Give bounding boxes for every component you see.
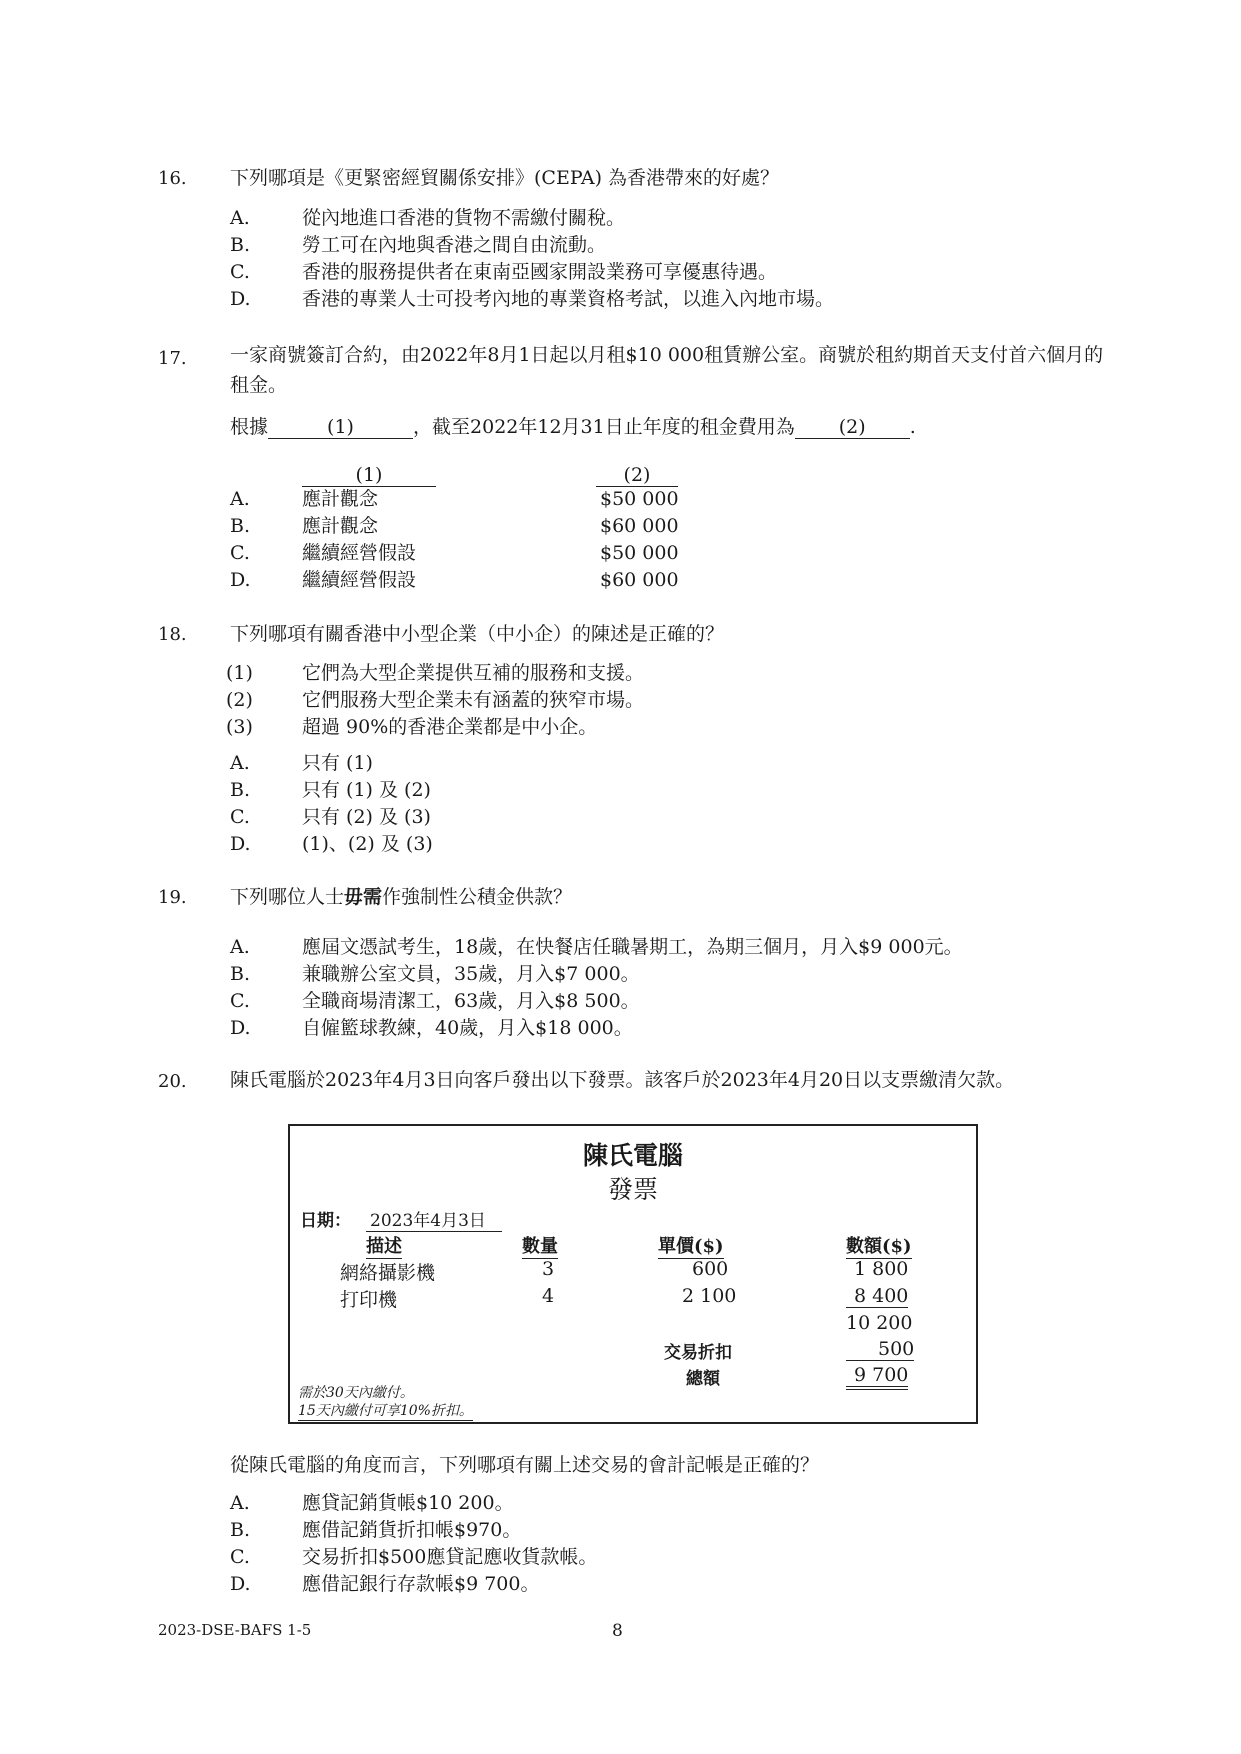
question-number: 20. bbox=[158, 1071, 187, 1092]
emphasis-text: 毋需 bbox=[344, 886, 383, 908]
header-amount: 數額($) bbox=[846, 1232, 912, 1259]
trade-discount: 500 bbox=[846, 1338, 914, 1361]
row-2-unit-price: 2 100 bbox=[682, 1285, 737, 1307]
invoice-title: 發票 bbox=[607, 1175, 658, 1204]
row-2-quantity: 4 bbox=[542, 1285, 555, 1307]
row-1-quantity: 3 bbox=[542, 1258, 555, 1280]
question-stem: 根據 (1) ，截至2022年12月31日止年度的租金費用為 (2) . bbox=[230, 416, 916, 438]
total-amount: 9 700 bbox=[846, 1364, 908, 1390]
question-number: 18. bbox=[158, 624, 187, 645]
invoice bbox=[288, 1124, 978, 1424]
row-1-amount: 1 800 bbox=[854, 1258, 909, 1280]
payment-note-2: 15天內繳付可享10%折扣。 bbox=[298, 1400, 473, 1421]
blank-1: (1) bbox=[268, 416, 413, 439]
invoice-company: 陳氏電腦 bbox=[582, 1141, 683, 1170]
total-label: 總額 bbox=[686, 1369, 720, 1389]
question-text: 下列哪項有關香港中小型企業（中小企）的陳述是正確的？ bbox=[230, 623, 725, 645]
question-number: 17. bbox=[158, 348, 187, 369]
invoice-date-label: 日期： bbox=[300, 1211, 351, 1231]
payment-note-1: 需於30天內繳付。 bbox=[298, 1385, 414, 1401]
row-2-amount: 8 400 bbox=[846, 1285, 908, 1308]
column-header-1: (1) bbox=[302, 464, 436, 487]
page-number: 8 bbox=[612, 1621, 623, 1641]
question-text: 一家商號簽訂合約，由2022年8月1日起以月租$10 000租賃辦公室。商號於租約期首天支付首六個月的租金。 bbox=[230, 344, 1104, 396]
subtotal: 10 200 bbox=[846, 1312, 913, 1334]
question-number: 16. bbox=[158, 168, 187, 189]
question-number: 19. bbox=[158, 887, 187, 908]
header-unit-price: 單價($) bbox=[658, 1232, 724, 1259]
row-1-unit-price: 600 bbox=[692, 1258, 729, 1280]
exam-code: 2023-DSE-BAFS 1-5 bbox=[158, 1621, 312, 1639]
header-description: 描述 bbox=[366, 1232, 402, 1259]
question-text: 下列哪項是《更緊密經貿關係安排》(CEPA) 為香港帶來的好處？ bbox=[230, 167, 780, 189]
question-text: 陳氏電腦於2023年4月3日向客戶發出以下發票。該客戶於2023年4月20日以支票繳清欠款。 bbox=[230, 1069, 1015, 1091]
invoice-date: 2023年4月3日 bbox=[366, 1206, 502, 1232]
row-1-description: 網絡攝影機 bbox=[340, 1262, 436, 1284]
question-prompt: 從陳氏電腦的角度而言，下列哪項有關上述交易的會計記帳是正確的？ bbox=[230, 1454, 820, 1476]
question-text: 下列哪位人士毋需作強制性公積金供款？ bbox=[230, 886, 573, 908]
blank-2: (2) bbox=[795, 416, 910, 439]
row-2-description: 打印機 bbox=[340, 1289, 398, 1311]
header-quantity: 數量 bbox=[522, 1232, 558, 1259]
discount-label: 交易折扣 bbox=[664, 1343, 732, 1363]
column-header-2: (2) bbox=[596, 464, 678, 487]
